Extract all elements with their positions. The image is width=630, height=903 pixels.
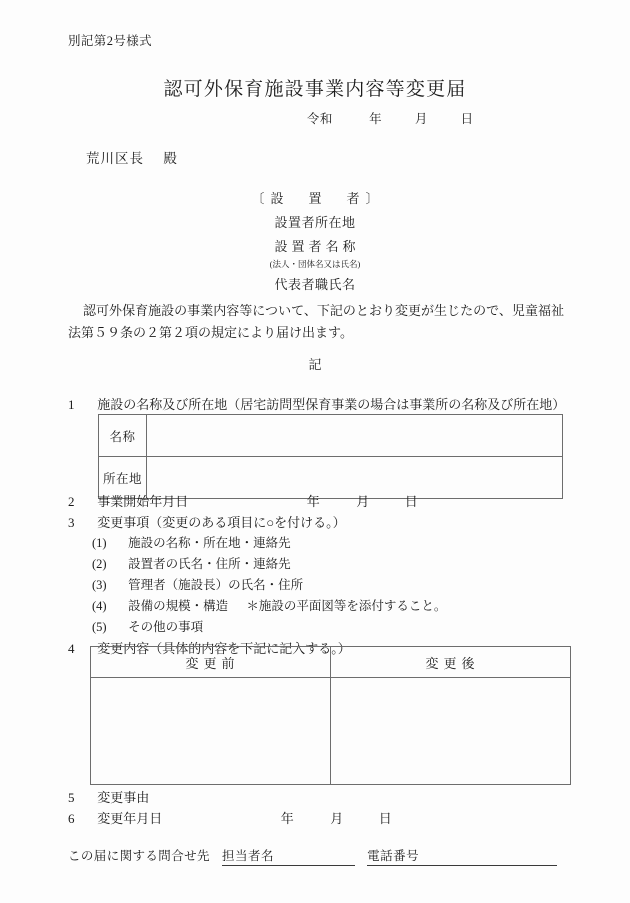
item-4-label: 変更内容（具体的内容を下記に記入する。） [97, 641, 351, 656]
month-unit: 月 [414, 112, 428, 126]
form-code: 別記第2号様式 [68, 34, 153, 48]
establisher-name-note: (法人・団体名又は氏名) [269, 259, 361, 269]
contact-person-label: 担当者名 [222, 849, 275, 863]
addressee-name: 荒川区長 [86, 151, 144, 166]
addressee-honorific: 殿 [163, 151, 178, 166]
footer-contact [68, 846, 557, 866]
item-1-number: 1 [68, 397, 75, 412]
establisher-heading: 〔設 置 者〕 [251, 191, 385, 206]
change-subitem-4-note: ＊施設の平面図等を添付すること。 [246, 599, 447, 613]
change-content-table [90, 646, 571, 785]
item-2-day-unit: 日 [404, 494, 418, 509]
ki-mark: 記 [308, 357, 322, 372]
facility-table [98, 414, 563, 499]
day-unit: 日 [460, 112, 474, 126]
item-2-year-unit: 年 [306, 494, 320, 509]
item-6 [68, 808, 392, 827]
addressee [86, 147, 178, 167]
item-5-label: 変更事由 [97, 790, 150, 805]
item-2-label: 事業開始年月日 [97, 494, 189, 509]
change-subitem-5[interactable] [92, 617, 203, 635]
table-row [99, 415, 563, 457]
era-label: 令和 [306, 112, 333, 126]
change-subitem-3-number: (3) [92, 578, 107, 592]
facility-name-label: 名称 [99, 415, 147, 457]
change-before-input[interactable] [91, 678, 331, 785]
table-header-row [91, 647, 571, 678]
item-2-number: 2 [68, 494, 75, 509]
item-2-month-unit: 月 [356, 494, 370, 509]
contact-phone-label: 電話番号 [367, 849, 420, 863]
contact-phone-field[interactable] [367, 846, 557, 866]
year-unit: 年 [369, 112, 382, 126]
item-3-number: 3 [68, 515, 75, 530]
document-title: 認可外保育施設事業内容等変更届 [163, 79, 467, 100]
change-subitem-1-label: 施設の名称・所在地・連絡先 [128, 536, 291, 550]
change-subitem-1-number: (1) [92, 536, 107, 550]
establisher-block [0, 188, 630, 293]
footer-contact-lead: この届に関する問合せ先 [68, 849, 210, 863]
change-subitem-4[interactable] [92, 596, 446, 614]
change-after-input[interactable] [331, 678, 571, 785]
item-2 [68, 491, 418, 510]
establisher-address-label: 設置者所在地 [274, 215, 356, 230]
item-1 [68, 394, 565, 413]
table-row [91, 678, 571, 785]
change-subitem-4-number: (4) [92, 599, 107, 613]
body-paragraph [68, 300, 564, 344]
item-6-year-unit: 年 [280, 811, 294, 826]
item-6-day-unit: 日 [378, 811, 392, 826]
item-3 [68, 512, 346, 531]
body-paragraph-text: 認可外保育施設の事業内容等について、下記のとおり変更が生じたので、児童福祉法第５９条の２第２項の規定により届け出ます。 [68, 303, 564, 340]
change-subitem-3[interactable] [92, 575, 303, 593]
item-4-number: 4 [68, 641, 75, 656]
change-subitem-4-label: 設備の規模・構造 [128, 599, 229, 613]
establisher-name-label: 設置者名称 [274, 239, 360, 254]
change-subitem-5-label: その他の事項 [128, 620, 204, 634]
item-6-number: 6 [68, 811, 75, 826]
change-after-header: 変更後 [331, 647, 571, 678]
establisher-representative-label: 代表者職氏名 [274, 277, 356, 292]
item-6-label: 変更年月日 [97, 811, 163, 826]
change-subitem-2-label: 設置者の氏名・住所・連絡先 [128, 557, 291, 571]
facility-address-label: 所在地 [99, 457, 147, 499]
facility-name-input[interactable] [147, 415, 563, 457]
item-6-month-unit: 月 [330, 811, 344, 826]
change-subitem-2-number: (2) [92, 557, 107, 571]
change-subitem-1[interactable] [92, 533, 291, 551]
contact-person-field[interactable] [222, 846, 355, 866]
date-line [0, 109, 630, 127]
item-5-number: 5 [68, 790, 75, 805]
change-subitem-3-label: 管理者（施設長）の氏名・住所 [128, 578, 304, 592]
item-3-label: 変更事項（変更のある項目に○を付ける。） [97, 515, 346, 530]
item-5 [68, 787, 149, 806]
change-subitem-2[interactable] [92, 554, 291, 572]
change-subitem-5-number: (5) [92, 620, 107, 634]
item-1-label: 施設の名称及び所在地（居宅訪問型保育事業の場合は事業所の名称及び所在地） [97, 397, 566, 412]
change-before-header: 変更前 [91, 647, 331, 678]
